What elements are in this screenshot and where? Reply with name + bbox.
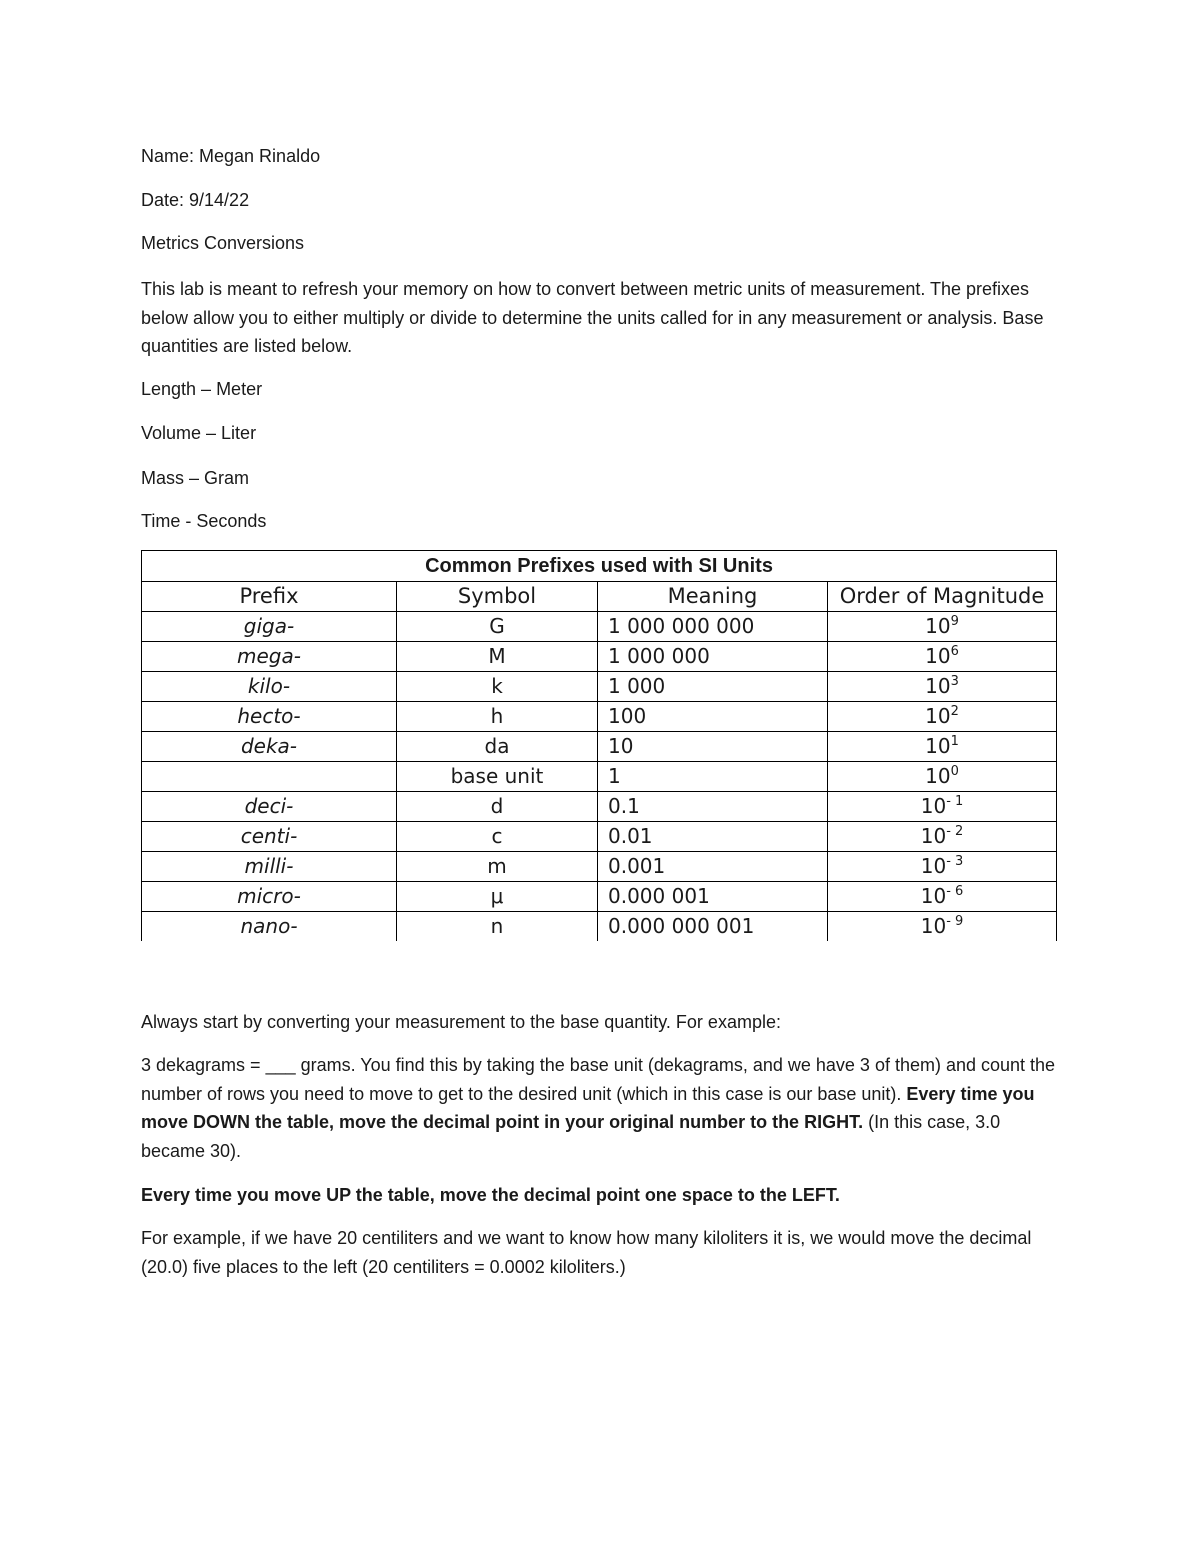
table-row <box>142 792 1057 822</box>
lab-date: Date: 9/14/22 <box>141 190 250 210</box>
order-cell <box>828 732 1057 762</box>
order-base: 10 <box>920 824 947 848</box>
example-paragraph <box>141 1051 1061 1165</box>
table-row <box>142 882 1057 912</box>
prefix-cell: milli- <box>142 852 397 882</box>
meaning-cell: 1 000 000 <box>598 642 828 672</box>
meaning-cell: 0.01 <box>598 822 828 852</box>
prefix-cell <box>142 762 397 792</box>
table-row <box>142 912 1057 942</box>
prefix-cell: deka- <box>142 732 397 762</box>
order-exponent: 9 <box>950 614 959 629</box>
student-name: Name: Megan Rinaldo <box>141 146 321 166</box>
example-tail-text: (In this case, 3.0 became 30). <box>141 1112 1001 1161</box>
table-row <box>142 822 1057 852</box>
si-prefix-table <box>141 550 1057 941</box>
order-cell <box>828 882 1057 912</box>
document-title: Metrics Conversions <box>141 233 305 253</box>
second-example-text: For example, if we have 20 centiliters and we want to know how many kiloliters it is, we would move the decimal (20.0) five places to the left (20 centiliters = 0.0002 kiloliters.) <box>141 1228 1032 1277</box>
order-base: 10 <box>925 704 951 728</box>
prefix-cell: nano- <box>142 912 397 942</box>
meaning-cell: 1 <box>598 762 828 792</box>
column-header-meaning: Meaning <box>598 582 828 612</box>
order-exponent: 6 <box>950 644 959 659</box>
order-base: 10 <box>925 734 951 758</box>
order-cell <box>828 702 1057 732</box>
order-exponent: - 2 <box>946 824 964 839</box>
order-exponent: 3 <box>950 674 959 689</box>
order-base: 10 <box>925 674 951 698</box>
base-quantity-mass: Mass – Gram <box>141 468 250 488</box>
column-header-prefix: Prefix <box>142 582 397 612</box>
symbol-cell: G <box>397 612 598 642</box>
order-base: 10 <box>925 764 951 788</box>
table-row <box>142 642 1057 672</box>
table-row <box>142 852 1057 882</box>
order-cell <box>828 822 1057 852</box>
prefix-cell: centi- <box>142 822 397 852</box>
meaning-cell: 0.000 001 <box>598 882 828 912</box>
meaning-cell: 10 <box>598 732 828 762</box>
table-row <box>142 702 1057 732</box>
order-base: 10 <box>920 854 947 878</box>
order-exponent: - 1 <box>946 794 964 809</box>
base-quantity-time: Time - Seconds <box>141 511 267 531</box>
order-exponent: 2 <box>950 704 959 719</box>
order-cell <box>828 852 1057 882</box>
order-exponent: - 9 <box>946 914 964 929</box>
meaning-cell: 0.001 <box>598 852 828 882</box>
table-row <box>142 612 1057 642</box>
symbol-cell: base unit <box>397 762 598 792</box>
symbol-cell: d <box>397 792 598 822</box>
order-base: 10 <box>920 884 947 908</box>
order-cell <box>828 612 1057 642</box>
symbol-cell: k <box>397 672 598 702</box>
base-quantity-volume: Volume – Liter <box>141 423 257 443</box>
order-base: 10 <box>925 644 951 668</box>
up-rule: Every time you move UP the table, move the decimal point one space to the LEFT. <box>141 1185 840 1205</box>
table-row <box>142 672 1057 702</box>
meaning-cell: 0.000 000 001 <box>598 912 828 942</box>
order-exponent: - 6 <box>946 884 964 899</box>
symbol-cell: M <box>397 642 598 672</box>
order-cell <box>828 792 1057 822</box>
column-header-order: Order of Magnitude <box>828 582 1057 612</box>
order-cell <box>828 642 1057 672</box>
example-normal-text: 3 dekagrams = ___ grams. You find this by taking the base unit (dekagrams, and we have 3 of them) and count the number of rows you need to move to get to the desired unit (which in this case is our base unit). <box>141 1055 1056 1104</box>
prefix-cell: giga- <box>142 612 397 642</box>
meaning-cell: 0.1 <box>598 792 828 822</box>
column-header-symbol: Symbol <box>397 582 598 612</box>
order-cell <box>828 912 1057 942</box>
order-cell <box>828 672 1057 702</box>
prefix-cell: mega- <box>142 642 397 672</box>
prefix-cell: micro- <box>142 882 397 912</box>
symbol-cell: n <box>397 912 598 942</box>
order-base: 10 <box>925 614 951 638</box>
meaning-cell: 1 000 000 000 <box>598 612 828 642</box>
symbol-cell: m <box>397 852 598 882</box>
prefix-cell: hecto- <box>142 702 397 732</box>
order-exponent: - 3 <box>946 854 964 869</box>
order-base: 10 <box>920 914 947 938</box>
start-instruction: Always start by converting your measurement to the base quantity. For example: <box>141 1012 781 1032</box>
order-exponent: 1 <box>950 734 959 749</box>
table-row <box>142 732 1057 762</box>
table-title: Common Prefixes used with SI Units <box>142 551 1057 582</box>
prefix-cell: kilo- <box>142 672 397 702</box>
example-text <box>141 1051 1061 1165</box>
symbol-cell: c <box>397 822 598 852</box>
order-exponent: 0 <box>950 764 959 779</box>
meaning-cell: 100 <box>598 702 828 732</box>
symbol-cell: da <box>397 732 598 762</box>
order-base: 10 <box>920 794 947 818</box>
table-row <box>142 762 1057 792</box>
intro-paragraph <box>141 275 1061 361</box>
intro-text: This lab is meant to refresh your memory on how to convert between metric units of measurement. The prefixes below allow you to either multiply or divide to determine the units called for in any measurement or analysis. Base quantities are listed below. <box>141 279 1044 356</box>
prefix-cell: deci- <box>142 792 397 822</box>
order-cell <box>828 762 1057 792</box>
base-quantity-length: Length – Meter <box>141 379 263 399</box>
symbol-cell: h <box>397 702 598 732</box>
meaning-cell: 1 000 <box>598 672 828 702</box>
symbol-cell: μ <box>397 882 598 912</box>
down-rule-text: Every time you move DOWN the table, move the decimal point in your original number to the RIGHT. <box>141 1083 1035 1132</box>
second-example-paragraph <box>141 1224 1061 1281</box>
